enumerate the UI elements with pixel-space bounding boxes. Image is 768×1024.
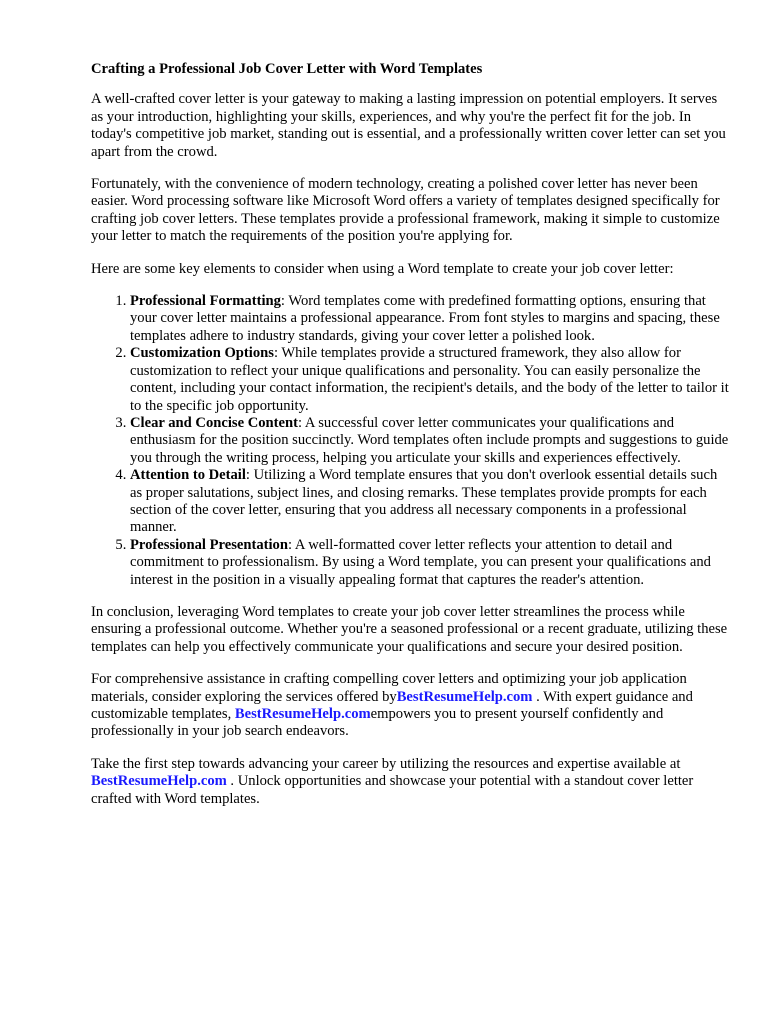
list-item-text: A successful cover letter communicates your qualifications and enthusiasm for the position succinctly. Word templates often include prompts and suggestions to guide you through the writing process, helping you articulate your skills and experiences effectively.: [130, 414, 729, 466]
assistance-paragraph: [91, 671, 731, 741]
list-item-term: Customization Options: [130, 345, 274, 362]
intro-paragraph: A well-crafted cover letter is your gateway to making a lasting impression on potential employers. It serves as your introduction, highlighting your skills, experiences, and why you're the perfect fit for the job. In today's competitive job market, standing out is essential, and a professionally written cover letter can set you apart from the crowd.: [91, 91, 726, 160]
bestresumehelp-link[interactable]: BestResumeHelp.com: [396, 688, 533, 705]
list-item-text: Word templates come with predefined formatting options, ensuring that your cover letter maintains a professional appearance. From font styles to margins and spacing, these templates adhere to industry standards, giving your cover letter a polished look.: [130, 293, 720, 344]
list-item: [130, 415, 731, 467]
assistance-text-2: . With expert guidance and customizable templates,: [91, 688, 693, 722]
list-item-text: While templates provide a structured framework, they also allow for customization to reflect your unique qualifications and personality. You can easily personalize the content, including your contact information, the recipient's details, and the body of the letter to tailor it to the specific job opportunity.: [130, 345, 729, 414]
list-intro-paragraph: Here are some key elements to consider when using a Word template to create your job cover letter:: [91, 260, 674, 277]
list-item-term: Professional Formatting: [130, 293, 281, 310]
bestresumehelp-link[interactable]: BestResumeHelp.com: [234, 706, 371, 722]
key-elements-list: [91, 293, 731, 589]
closing-text-1: Take the first step towards advancing your career by utilizing the resources and expertise available at: [91, 755, 681, 772]
list-item-text: Utilizing a Word template ensures that you don't overlook essential details such as proper salutations, subject lines, and closing remarks. These templates provide prompts for each section of the cover letter, ensuring that you address all necessary components in a professional manner.: [130, 467, 718, 536]
list-item: [130, 293, 731, 345]
list-item-separator: :: [280, 293, 285, 310]
list-item-text: A well-formatted cover letter reflects your attention to detail and commitment to professionalism. By using a Word template, you can present your qualifications and interest in the position in a visually appealing format that captures the reader's attention.: [130, 536, 711, 588]
list-item-separator: :: [297, 414, 303, 431]
closing-paragraph: [91, 756, 731, 808]
list-item-term: Clear and Concise Content: [130, 414, 298, 431]
document-body: [91, 61, 731, 823]
list-item: [130, 345, 731, 415]
list-item-term: Attention to Detail: [130, 467, 246, 484]
list-item-separator: :: [287, 536, 293, 553]
assistance-text-3: empowers you to present yourself confidently and professionally in your job search endeavors.: [91, 706, 664, 740]
list-item-separator: :: [245, 467, 250, 484]
list-item-term: Professional Presentation: [130, 536, 288, 553]
document-title: Crafting a Professional Job Cover Letter with Word Templates: [91, 61, 483, 77]
bestresumehelp-link[interactable]: BestResumeHelp.com: [91, 773, 227, 790]
closing-text-2: . Unlock opportunities and showcase your potential with a standout cover letter crafted with Word templates.: [91, 773, 694, 807]
conclusion-paragraph: In conclusion, leveraging Word templates to create your job cover letter streamlines the process while ensuring a professional outcome. Whether you're a seasoned professional or a recent graduate, utilizing these templates can help you effectively communicate your qualifications and secure your desired position.: [91, 603, 728, 655]
list-item-separator: :: [273, 345, 278, 362]
technology-paragraph: Fortunately, with the convenience of modern technology, creating a polished cover letter has never been easier. Word processing software like Microsoft Word offers a variety of templates designed specifically for crafting job cover letters. These templates provide a professional framework, making it simple to customize your letter to match the requirements of the position you're applying for.: [91, 176, 720, 245]
assistance-text-1: For comprehensive assistance in crafting compelling cover letters and optimizing your job application materials, consider exploring the services offered by: [91, 671, 687, 705]
list-item: [130, 467, 731, 537]
list-item: [130, 537, 731, 589]
